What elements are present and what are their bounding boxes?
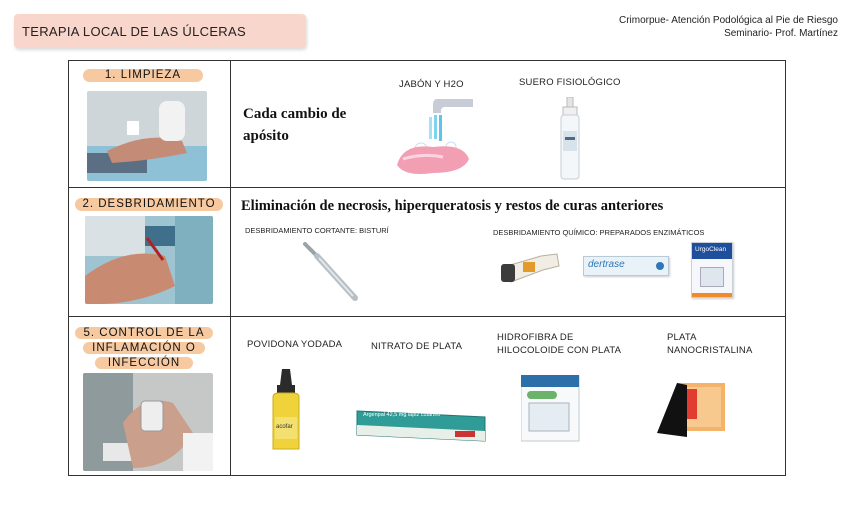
step-pill: INFECCIÓN (95, 357, 193, 369)
scalpel-icon (303, 242, 359, 304)
table-row (69, 317, 786, 476)
povidone-bottle-icon (269, 369, 303, 451)
step-pill: 2. DESBRIDAMIENTO (75, 198, 223, 211)
label-nitrato: NITRATO DE PLATA (371, 341, 463, 352)
label-enzimaticos: DESBRIDAMIENTO QUÍMICO: PREPARADOS ENZIMÁTICOS (493, 228, 705, 237)
cell-content-limpieza (231, 61, 786, 188)
table-row (69, 61, 786, 188)
acofar-label: acofar (276, 424, 293, 430)
debridement-photo (85, 216, 213, 304)
urgoclean-label: UrgoClean (695, 246, 727, 253)
saline-bottle-icon (559, 97, 581, 181)
ointment-tube-icon (501, 248, 563, 288)
label-bisturi: DESBRIDAMIENTO CORTANTE: BISTURÍ (245, 226, 389, 235)
foot-cleaning-photo (87, 91, 207, 181)
table-row (69, 188, 786, 317)
hand-washing-icon (393, 99, 473, 181)
headline-desbridamiento: Eliminación de necrosis, hiperqueratosis y restos de curas anteriores (241, 198, 664, 214)
title-box (14, 14, 306, 48)
label-povidona: POVIDONA YODADA (247, 339, 343, 350)
logo-dot-icon (656, 262, 664, 270)
cell-label-desbridamiento (69, 188, 231, 317)
step-pill: 5. CONTROL DE LA (75, 327, 213, 339)
label-jabon: JABÓN Y H2O (399, 79, 464, 90)
cell-content-control (231, 317, 786, 476)
label-plata: PLATA NANOCRISTALINA (667, 332, 753, 356)
infection-control-photo (83, 373, 213, 471)
urgoclean-box (691, 242, 733, 298)
page-title: TERAPIA LOCAL DE LAS ÚLCERAS (22, 24, 246, 39)
cell-label-control (69, 317, 231, 476)
headline-limpieza: Cada cambio de apósito (243, 106, 347, 144)
header-course: Crimorpue- Atención Podológica al Pie de Riesgo (618, 15, 838, 26)
step-pill: 1. LIMPIEZA (83, 69, 203, 82)
hydrofiber-dressing-icon (521, 375, 581, 443)
nanocrystalline-silver-icon (657, 377, 727, 439)
dertrase-label: dertrase (588, 259, 625, 270)
cell-label-limpieza (69, 61, 231, 188)
label-suero: SUERO FISIOLÓGICO (519, 77, 621, 88)
therapy-table (68, 60, 786, 476)
argenpal-label: Argenpal 42,5 mg lapiz cutáneo (363, 412, 441, 418)
header-seminar: Seminario- Prof. Martínez (724, 28, 838, 39)
cell-content-desbridamiento (231, 188, 786, 317)
label-hidrofibra: HIDROFIBRA DE HILOCOLOIDE CON PLATA (497, 332, 622, 356)
step-pill: INFLAMACIÓN O (83, 342, 205, 354)
dertrase-box (583, 256, 669, 276)
header-info (619, 14, 838, 40)
